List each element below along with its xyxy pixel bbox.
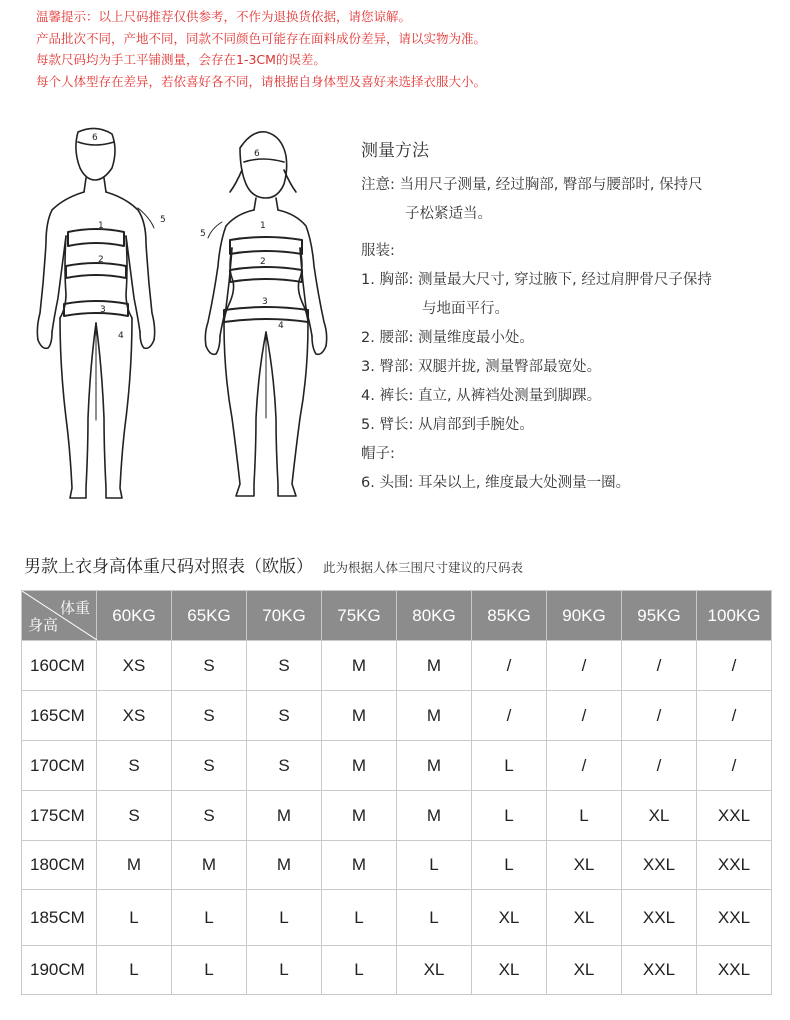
weight-header: 90KG (547, 591, 622, 641)
size-cell: / (547, 641, 622, 691)
weight-header: 65KG (172, 591, 247, 641)
size-cell: / (472, 691, 547, 741)
method-item-hip: 3. 臀部: 双腿并拢, 测量臀部最宽处。 (361, 359, 602, 375)
weight-header: 85KG (472, 591, 547, 641)
table-header-row (22, 591, 772, 641)
female-label-6: 6 (254, 149, 260, 159)
size-cell: L (97, 946, 172, 995)
size-table-title (24, 552, 523, 577)
notice-line: 每款尺码均为手工平铺测量，会存在1-3CM的误差。 (36, 52, 326, 67)
size-cell: / (622, 741, 697, 791)
table-subtitle: 此为根据人体三围尺寸建议的尺码表 (323, 560, 524, 575)
size-cell: M (322, 791, 397, 841)
female-figure (205, 132, 326, 496)
method-item-chest: 1. 胸部: 测量最大尺寸, 穿过腋下, 经过肩胛骨尺子保持 (361, 272, 712, 288)
notice-line: 每个人体型存在差异，若依喜好各不同，请根据自身体型及喜好来选择衣服大小。 (36, 73, 487, 89)
corner-weight-label: 体重 (59, 599, 90, 617)
size-cell: / (547, 691, 622, 741)
height-cell: 170CM (22, 741, 97, 791)
table-row (22, 691, 772, 741)
size-cell: XXL (622, 841, 697, 890)
size-cell: S (172, 741, 247, 791)
size-cell: S (247, 741, 322, 791)
size-cell: / (697, 741, 772, 791)
size-cell: S (172, 791, 247, 841)
size-cell: L (172, 946, 247, 995)
size-cell: / (697, 691, 772, 741)
size-cell: XXL (622, 946, 697, 995)
size-cell: / (472, 641, 547, 691)
method-item-waist: 2. 腰部: 测量维度最小处。 (361, 330, 534, 346)
method-item-chest-cont: 与地面平行。 (422, 301, 509, 317)
male-label-4: 4 (118, 331, 124, 341)
notice-line: 温馨提示：以上尺码推荐仅供参考，不作为退换货依据，请您谅解。 (36, 9, 412, 24)
method-note: 注意: 当用尺子测量, 经过胸部, 臀部与腰部时, 保持尺 (361, 177, 703, 193)
size-cell: XXL (697, 841, 772, 890)
size-cell: L (247, 890, 322, 946)
method-item-arm: 5. 臂长: 从肩部到手腕处。 (361, 417, 534, 433)
size-cell: M (97, 841, 172, 890)
method-item-head: 6. 头围: 耳朵以上, 维度最大处测量一圈。 (361, 475, 631, 491)
height-cell: 185CM (22, 890, 97, 946)
size-cell: M (397, 791, 472, 841)
male-label-3: 3 (100, 305, 106, 315)
size-cell: M (397, 691, 472, 741)
size-cell: S (172, 691, 247, 741)
table-row (22, 890, 772, 946)
table-row (22, 946, 772, 995)
table-row (22, 641, 772, 691)
table-row (22, 841, 772, 890)
table-row (22, 741, 772, 791)
male-figure (37, 128, 154, 498)
measurement-method (361, 136, 712, 498)
weight-header: 60KG (97, 591, 172, 641)
size-cell: XL (622, 791, 697, 841)
size-cell: L (172, 890, 247, 946)
size-cell: L (472, 791, 547, 841)
size-cell: L (247, 946, 322, 995)
size-cell: XL (472, 946, 547, 995)
table-row (22, 791, 772, 841)
male-label-5: 5 (160, 215, 166, 225)
size-cell: M (322, 741, 397, 791)
size-cell: S (97, 741, 172, 791)
size-cell: XS (97, 641, 172, 691)
size-cell: L (322, 946, 397, 995)
size-cell: L (97, 890, 172, 946)
female-label-5: 5 (200, 229, 206, 239)
size-cell: XXL (697, 946, 772, 995)
size-cell: XXL (697, 890, 772, 946)
method-title: 测量方法 (361, 141, 429, 161)
hat-heading: 帽子: (361, 446, 395, 462)
size-cell: M (322, 841, 397, 890)
size-cell: XXL (622, 890, 697, 946)
notice-block (36, 6, 486, 92)
male-label-1: 1 (98, 221, 104, 231)
size-cell: XL (547, 946, 622, 995)
size-cell: L (472, 841, 547, 890)
size-cell: S (97, 791, 172, 841)
size-cell: M (322, 691, 397, 741)
size-cell: / (547, 741, 622, 791)
clothing-heading: 服装: (361, 243, 395, 259)
table-title: 男款上衣身高体重尺码对照表（欧版） (24, 557, 313, 577)
size-cell: XXL (697, 791, 772, 841)
male-label-2: 2 (98, 255, 104, 265)
size-cell: M (397, 641, 472, 691)
height-cell: 175CM (22, 791, 97, 841)
corner-height-label: 身高 (28, 616, 59, 634)
height-cell: 165CM (22, 691, 97, 741)
size-cell: XL (397, 946, 472, 995)
size-cell: L (472, 741, 547, 791)
male-label-6: 6 (92, 133, 98, 143)
notice-line: 产品批次不同，产地不同，同款不同颜色可能存在面料成份差异，请以实物为准。 (36, 30, 487, 46)
size-cell: L (397, 841, 472, 890)
corner-header (22, 591, 97, 641)
size-cell: XL (472, 890, 547, 946)
size-cell: XL (547, 890, 622, 946)
female-label-2: 2 (260, 257, 266, 267)
height-cell: 180CM (22, 841, 97, 890)
height-cell: 160CM (22, 641, 97, 691)
size-cell: / (622, 641, 697, 691)
size-cell: M (247, 841, 322, 890)
size-cell: S (247, 641, 322, 691)
size-cell: L (322, 890, 397, 946)
weight-header: 75KG (322, 591, 397, 641)
method-note-cont: 子松紧适当。 (405, 206, 492, 222)
method-item-pants: 4. 裤长: 直立, 从裤裆处测量到脚踝。 (361, 388, 602, 404)
body-figures (0, 118, 350, 518)
size-cell: M (247, 791, 322, 841)
weight-header: 95KG (622, 591, 697, 641)
size-cell: S (247, 691, 322, 741)
size-cell: / (697, 641, 772, 691)
weight-header: 70KG (247, 591, 322, 641)
size-cell: L (397, 890, 472, 946)
weight-header: 80KG (397, 591, 472, 641)
size-cell: M (397, 741, 472, 791)
size-cell: L (547, 791, 622, 841)
size-cell: S (172, 641, 247, 691)
size-cell: M (322, 641, 397, 691)
size-cell: / (622, 691, 697, 741)
female-label-3: 3 (262, 297, 268, 307)
size-chart-table (21, 590, 772, 995)
size-cell: M (172, 841, 247, 890)
female-label-4: 4 (278, 321, 284, 331)
size-cell: XS (97, 691, 172, 741)
measurement-figures-illustration (0, 118, 350, 518)
size-cell: XL (547, 841, 622, 890)
female-label-1: 1 (260, 221, 266, 231)
weight-header: 100KG (697, 591, 772, 641)
height-cell: 190CM (22, 946, 97, 995)
